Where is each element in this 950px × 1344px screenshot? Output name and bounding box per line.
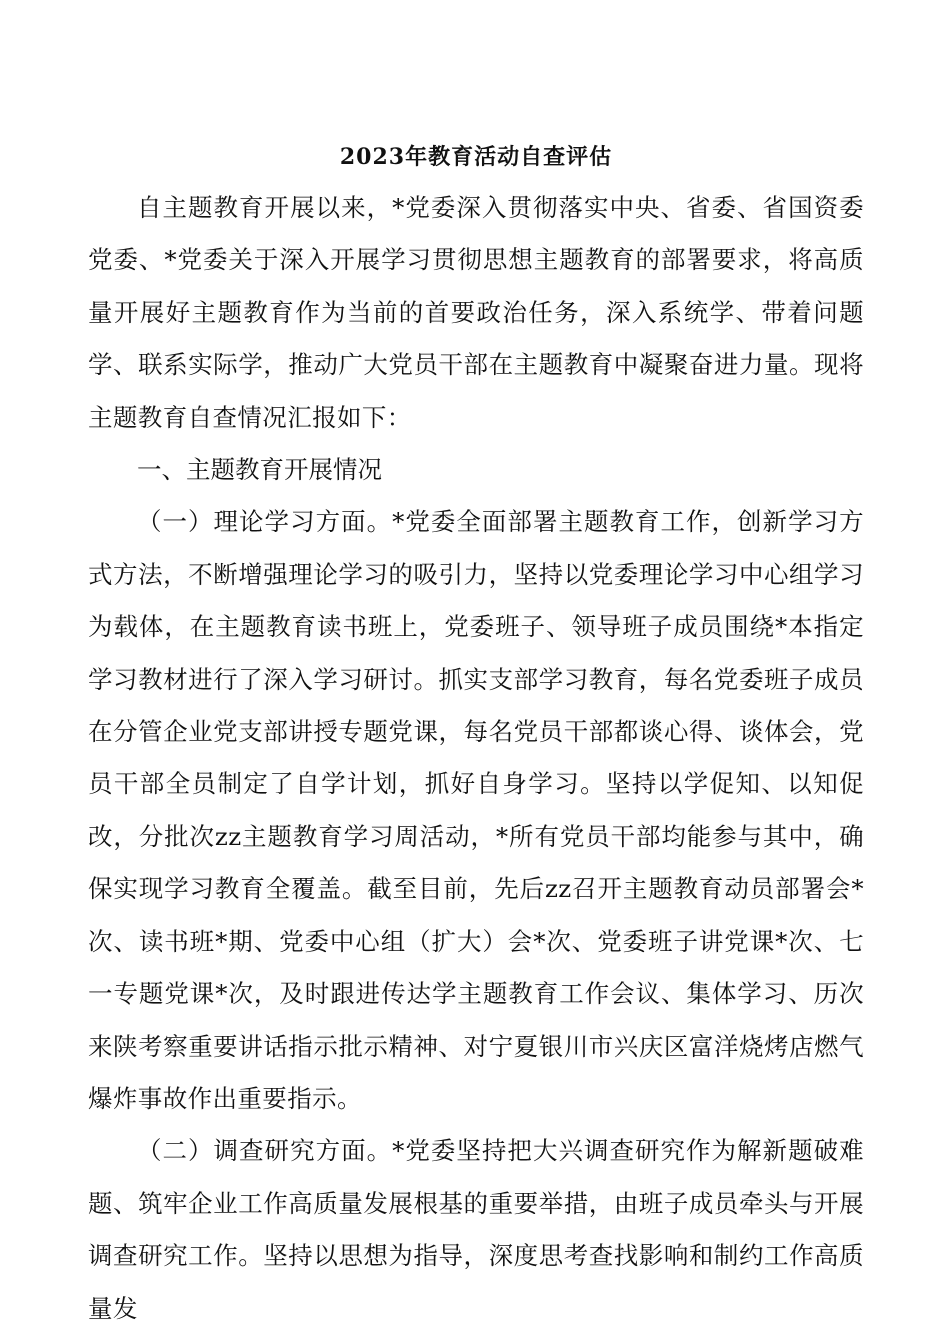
research-paragraph: （二）调查研究方面。*党委坚持把大兴调查研究作为解新题破难题、筑牢企业工作高质量发展根基的重要举措，由班子成员牵头与开展调查研究工作。坚持以思想为指导，深度思考查找影响和制约工作高质量发: [88, 1136, 864, 1323]
section-heading: 一、主题教育开展情况: [137, 455, 382, 485]
document-page: [88, 138, 864, 1335]
intro-paragraph: 自主题教育开展以来，*党委深入贯彻落实中央、省委、省国资委党委、*党委关于深入开展学习贯彻思想主题教育的部署要求，将高质量开展好主题教育作为当前的首要政治任务，深入系统学、带着问题学、联系实际学，推动广大党员干部在主题教育中凝聚奋进力量。现将主题教育自查情况汇报如下：: [88, 193, 864, 432]
theory-study-paragraph: （一）理论学习方面。*党委全面部署主题教育工作，创新学习方式方法，不断增强理论学习的吸引力，坚持以党委理论学习中心组学习为载体，在主题教育读书班上，党委班子、领导班子成员围绕*本指定学习教材进行了深入学习研讨。抓实支部学习教育，每名党委班子成员在分管企业党支部讲授专题党课，每名党员干部都谈心得、谈体会，党员干部全员制定了自学计划，抓好自身学习。坚持以学促知、以知促改，分批次zz主题教育学习周活动，*所有党员干部均能参与其中，确保实现学习教育全覆盖。截至目前，先后zz召开主题教育动员部署会*次、读书班*期、党委中心组（扩大）会*次、党委班子讲党课*次、七一专题党课*次，及时跟进传达学主题教育工作会议、集体学习、历次来陕考察重要讲话指示批示精神、对宁夏银川市兴庆区富洋烧烤店燃气爆炸事故作出重要指示。: [88, 507, 864, 1113]
document-title: 2023年教育活动自查评估: [339, 144, 613, 170]
